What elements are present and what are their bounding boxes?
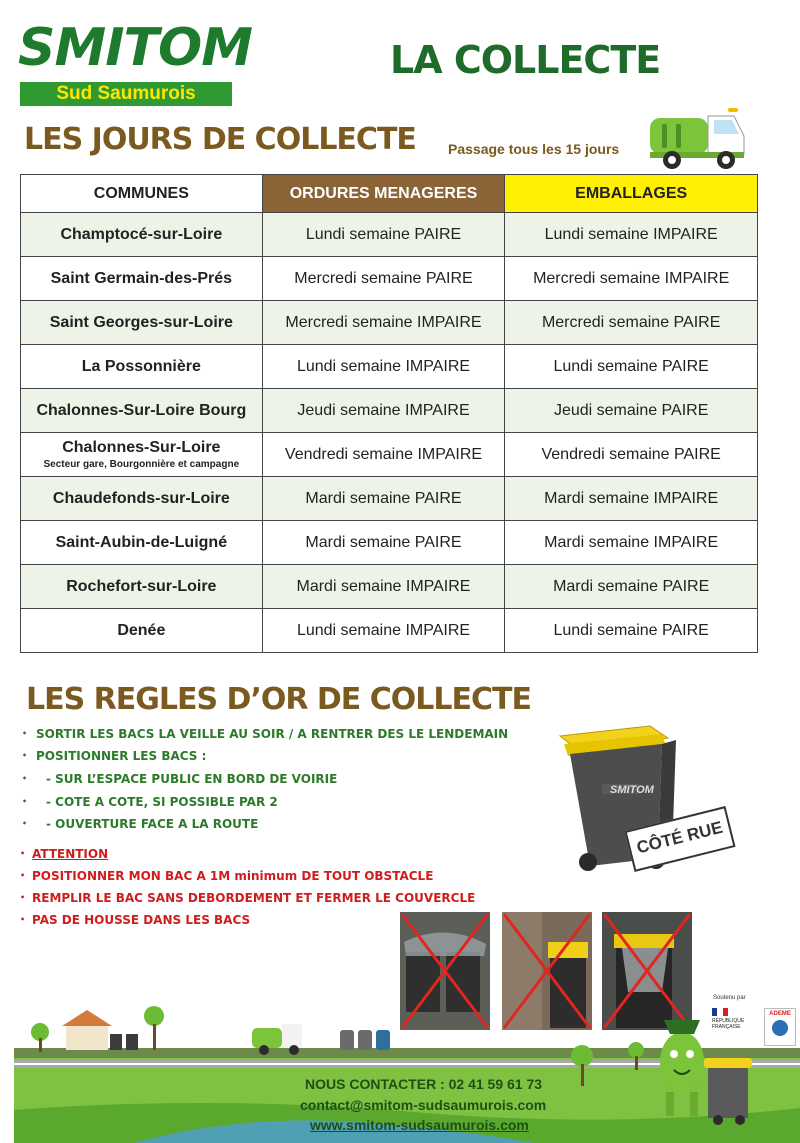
header-emballages: EMBALLAGES (505, 175, 758, 213)
commune-name: Chalonnes-Sur-Loire (62, 439, 221, 456)
table-row (21, 257, 758, 301)
warning-item: • REMPLIR LE BAC SANS DEBORDEMENT ET FERMER LE COUVERCLE (20, 891, 476, 905)
frequency-note: Passage tous les 15 jours (448, 141, 620, 157)
bin-brand-label: SMITOM (610, 784, 654, 796)
commune-subnote: Secteur gare, Bourgonnière et campagne (43, 459, 240, 470)
om-cell: Mardi semaine PAIRE (262, 521, 505, 565)
table-header-row (21, 175, 758, 213)
commune-cell: Saint Germain-des-Prés (21, 257, 263, 301)
emb-cell: Mercredi semaine IMPAIRE (505, 257, 758, 301)
logo-main-text: SMITOM (18, 18, 252, 78)
om-cell: Vendredi semaine IMPAIRE (262, 433, 505, 477)
om-cell: Lundi semaine IMPAIRE (262, 609, 505, 653)
emb-cell: Vendredi semaine PAIRE (505, 433, 758, 477)
commune-cell: Chalonnes-Sur-Loire Bourg (21, 389, 263, 433)
table-row (21, 389, 758, 433)
rf-text: RÉPUBLIQUE FRANÇAISE (712, 1018, 745, 1030)
om-cell: Mercredi semaine PAIRE (262, 257, 505, 301)
emb-cell: Mardi semaine IMPAIRE (505, 521, 758, 565)
section-title-collection-days: LES JOURS DE COLLECTE (24, 122, 416, 157)
commune-cell (21, 433, 263, 477)
om-cell: Lundi semaine IMPAIRE (262, 345, 505, 389)
emb-cell: Mercredi semaine PAIRE (505, 301, 758, 345)
support-label: Soutenu par (713, 995, 746, 1001)
section-title-golden-rules: LES REGLES D’OR DE COLLECTE (26, 682, 531, 717)
page-title: LA COLLECTE (390, 38, 661, 82)
rule-item: • POSITIONNER LES BACS : (22, 749, 207, 763)
logo-sub-text: Sud Saumurois (20, 82, 232, 106)
warning-item: • POSITIONNER MON BAC A 1M minimum DE TOUT OBSTACLE (20, 869, 434, 883)
commune-cell: Rochefort-sur-Loire (21, 565, 263, 609)
commune-cell: Champtocé-sur-Loire (21, 213, 263, 257)
rule-item: • - SUR L’ESPACE PUBLIC EN BORD DE VOIRIE (22, 772, 338, 786)
emb-cell: Lundi semaine IMPAIRE (505, 213, 758, 257)
om-cell: Mardi semaine IMPAIRE (262, 565, 505, 609)
om-cell: Mardi semaine PAIRE (262, 477, 505, 521)
emb-cell: Jeudi semaine PAIRE (505, 389, 758, 433)
warning-item: • PAS DE HOUSSE DANS LES BACS (20, 913, 251, 927)
cote-rue-sign: CÔTÉ RUE (624, 806, 735, 872)
rule-item: • SORTIR LES BACS LA VEILLE AU SOIR / A RENTRER DES LE LENDEMAIN (22, 727, 509, 741)
website-link[interactable]: www.smitom-sudsaumurois.com (310, 1117, 529, 1133)
garbage-truck-icon (648, 106, 748, 172)
om-cell: Mercredi semaine IMPAIRE (262, 301, 505, 345)
header-communes: COMMUNES (21, 175, 263, 213)
table-row (21, 609, 758, 653)
emb-cell: Mardi semaine PAIRE (505, 565, 758, 609)
header-ordures-menageres: ORDURES MENAGERES (262, 175, 505, 213)
contact-phone: NOUS CONTACTER : 02 41 59 61 73 (305, 1076, 543, 1092)
commune-cell: Saint Georges-sur-Loire (21, 301, 263, 345)
table-row (21, 477, 758, 521)
rule-item: • - OUVERTURE FACE A LA ROUTE (22, 817, 259, 831)
table-row (21, 521, 758, 565)
commune-cell: Chaudefonds-sur-Loire (21, 477, 263, 521)
commune-cell: Denée (21, 609, 263, 653)
emb-cell: Lundi semaine PAIRE (505, 609, 758, 653)
ademe-text: ADEME (769, 1011, 791, 1017)
table-row (21, 433, 758, 477)
om-cell: Jeudi semaine IMPAIRE (262, 389, 505, 433)
table-row (21, 301, 758, 345)
contact-email-link[interactable]: contact@smitom-sudsaumurois.com (300, 1097, 547, 1113)
commune-cell: Saint-Aubin-de-Luigné (21, 521, 263, 565)
collection-schedule-table (20, 174, 758, 653)
om-cell: Lundi semaine PAIRE (262, 213, 505, 257)
rule-item: • - COTE A COTE, SI POSSIBLE PAR 2 (22, 795, 278, 809)
emb-cell: Lundi semaine PAIRE (505, 345, 758, 389)
emb-cell: Mardi semaine IMPAIRE (505, 477, 758, 521)
smitom-logo (18, 18, 252, 104)
table-row (21, 565, 758, 609)
table-row (21, 213, 758, 257)
attention-heading: • ATTENTION (20, 847, 109, 861)
commune-cell: La Possonnière (21, 345, 263, 389)
table-row (21, 345, 758, 389)
